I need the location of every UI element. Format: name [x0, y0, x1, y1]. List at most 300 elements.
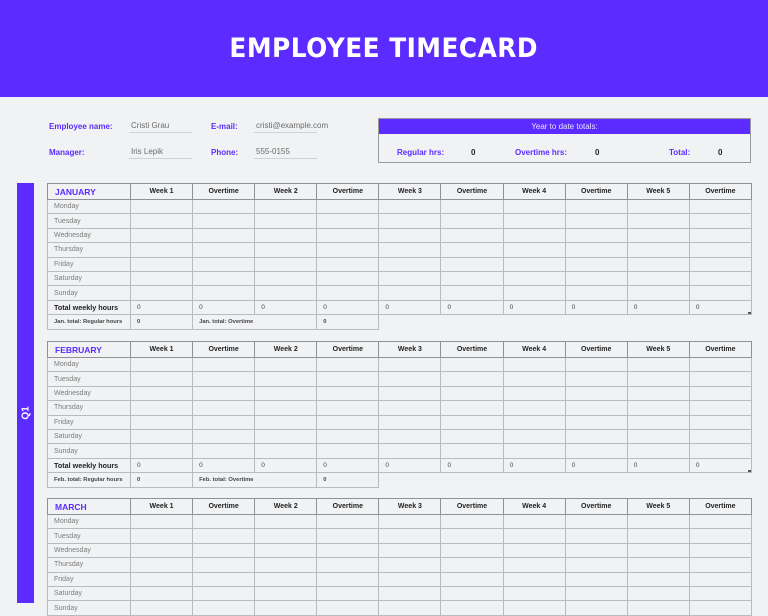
hours-cell[interactable]	[193, 415, 255, 429]
hours-cell[interactable]	[441, 386, 503, 400]
hours-cell[interactable]	[565, 444, 627, 458]
hours-cell[interactable]	[503, 558, 565, 572]
day-row	[48, 529, 752, 543]
hours-cell[interactable]	[565, 386, 627, 400]
hours-cell[interactable]	[317, 200, 379, 214]
hours-cell[interactable]	[689, 271, 751, 285]
column-header: Week 3	[379, 184, 441, 200]
hours-cell[interactable]	[131, 372, 193, 386]
hours-cell[interactable]	[317, 601, 379, 615]
hours-cell[interactable]	[193, 572, 255, 586]
hours-cell[interactable]	[317, 372, 379, 386]
hours-cell[interactable]	[565, 401, 627, 415]
day-label: Sunday	[48, 444, 131, 458]
hours-cell[interactable]	[131, 286, 193, 300]
hours-cell[interactable]	[689, 228, 751, 242]
day-row	[48, 572, 752, 586]
hours-cell[interactable]	[441, 429, 503, 443]
hours-cell[interactable]	[503, 415, 565, 429]
day-label: Friday	[48, 415, 131, 429]
hours-cell[interactable]	[441, 243, 503, 257]
hours-cell[interactable]	[379, 415, 441, 429]
hours-cell[interactable]	[689, 358, 751, 372]
hours-cell[interactable]	[627, 257, 689, 271]
hours-cell[interactable]	[379, 601, 441, 615]
weekly-total-value: 0	[131, 458, 193, 472]
hours-cell[interactable]	[317, 543, 379, 557]
month-table-february	[47, 341, 752, 488]
regular-total-value: 0	[131, 473, 193, 487]
hours-cell[interactable]	[193, 386, 255, 400]
hours-cell[interactable]	[565, 543, 627, 557]
header-row	[48, 499, 752, 515]
hours-cell[interactable]	[379, 543, 441, 557]
overtime-total-value: 0	[317, 315, 379, 329]
hours-cell[interactable]	[317, 429, 379, 443]
ytd-total-value: 0	[718, 148, 723, 157]
hours-cell[interactable]	[689, 257, 751, 271]
hours-cell[interactable]	[131, 572, 193, 586]
day-row	[48, 243, 752, 257]
hours-cell[interactable]	[193, 515, 255, 529]
weekly-total-value: 0	[627, 300, 689, 314]
column-header: Week 1	[131, 499, 193, 515]
hours-cell[interactable]	[317, 271, 379, 285]
hours-cell[interactable]	[255, 415, 317, 429]
day-row	[48, 257, 752, 271]
day-label: Tuesday	[48, 372, 131, 386]
hours-cell[interactable]	[131, 257, 193, 271]
phone-field[interactable]: 555-0155	[254, 142, 317, 159]
hours-cell[interactable]	[131, 543, 193, 557]
hours-cell[interactable]	[627, 415, 689, 429]
hours-cell[interactable]	[689, 543, 751, 557]
hours-cell[interactable]	[627, 200, 689, 214]
weekly-total-value: 0	[689, 300, 751, 314]
day-label: Saturday	[48, 586, 131, 600]
hours-cell[interactable]	[131, 415, 193, 429]
hours-cell[interactable]	[565, 200, 627, 214]
hours-cell[interactable]	[131, 386, 193, 400]
hours-cell[interactable]	[441, 558, 503, 572]
hours-cell[interactable]	[193, 200, 255, 214]
hours-cell[interactable]	[441, 271, 503, 285]
header-row	[48, 184, 752, 200]
hours-cell[interactable]	[565, 601, 627, 615]
hours-cell[interactable]	[131, 601, 193, 615]
hours-cell[interactable]	[565, 286, 627, 300]
ytd-total-label: Total:	[669, 148, 691, 157]
hours-cell[interactable]	[565, 358, 627, 372]
hours-cell[interactable]	[627, 286, 689, 300]
hours-cell[interactable]	[441, 200, 503, 214]
weekly-total-value: 0	[131, 300, 193, 314]
hours-cell[interactable]	[627, 214, 689, 228]
hours-cell[interactable]	[193, 243, 255, 257]
hours-cell[interactable]	[255, 529, 317, 543]
hours-cell[interactable]	[565, 529, 627, 543]
hours-cell[interactable]	[689, 429, 751, 443]
hours-cell[interactable]	[193, 228, 255, 242]
hours-cell[interactable]	[627, 601, 689, 615]
column-header: Week 2	[255, 342, 317, 358]
hours-cell[interactable]	[441, 572, 503, 586]
hours-cell[interactable]	[131, 243, 193, 257]
hours-cell[interactable]	[255, 358, 317, 372]
column-header: Overtime	[193, 184, 255, 200]
hours-cell[interactable]	[255, 200, 317, 214]
hours-cell[interactable]	[441, 401, 503, 415]
page-header	[0, 0, 768, 97]
hours-cell[interactable]	[379, 200, 441, 214]
hours-cell[interactable]	[193, 271, 255, 285]
day-row	[48, 558, 752, 572]
hours-cell[interactable]	[565, 558, 627, 572]
hours-cell[interactable]	[565, 572, 627, 586]
hours-cell[interactable]	[379, 444, 441, 458]
hours-cell[interactable]	[379, 429, 441, 443]
hours-cell[interactable]	[193, 429, 255, 443]
hours-cell[interactable]	[255, 572, 317, 586]
weekly-total-value: 0	[193, 458, 255, 472]
year-to-date-totals	[378, 118, 751, 163]
email-field[interactable]: cristi@example.com	[254, 116, 317, 133]
day-row	[48, 429, 752, 443]
day-label: Thursday	[48, 401, 131, 415]
ytd-title: Year to date totals:	[379, 119, 750, 134]
hours-cell[interactable]	[565, 515, 627, 529]
hours-cell[interactable]	[379, 529, 441, 543]
hours-cell[interactable]	[379, 386, 441, 400]
hours-cell[interactable]	[317, 401, 379, 415]
hours-cell[interactable]	[131, 228, 193, 242]
hours-cell[interactable]	[131, 429, 193, 443]
hours-cell[interactable]	[317, 386, 379, 400]
hours-cell[interactable]	[627, 515, 689, 529]
manager-field[interactable]: Iris Lepik	[129, 142, 192, 159]
hours-cell[interactable]	[193, 257, 255, 271]
hours-cell[interactable]	[317, 515, 379, 529]
hours-cell[interactable]	[255, 543, 317, 557]
hours-cell[interactable]	[441, 543, 503, 557]
hours-cell[interactable]	[627, 543, 689, 557]
hours-cell[interactable]	[689, 200, 751, 214]
hours-cell[interactable]	[503, 228, 565, 242]
hours-cell[interactable]	[255, 429, 317, 443]
hours-cell[interactable]	[503, 243, 565, 257]
hours-cell[interactable]	[317, 415, 379, 429]
hours-cell[interactable]	[627, 529, 689, 543]
hours-cell[interactable]	[379, 257, 441, 271]
hours-cell[interactable]	[131, 358, 193, 372]
hours-cell[interactable]	[689, 444, 751, 458]
day-label: Wednesday	[48, 386, 131, 400]
column-header: Overtime	[317, 342, 379, 358]
day-label: Sunday	[48, 601, 131, 615]
day-row	[48, 214, 752, 228]
total-weekly-row	[48, 458, 752, 472]
day-label: Friday	[48, 257, 131, 271]
column-header: Overtime	[193, 342, 255, 358]
hours-cell[interactable]	[627, 372, 689, 386]
hours-cell[interactable]	[689, 572, 751, 586]
hours-cell[interactable]	[503, 358, 565, 372]
day-label: Wednesday	[48, 543, 131, 557]
hours-cell[interactable]	[503, 271, 565, 285]
hours-cell[interactable]	[131, 558, 193, 572]
weekly-total-value: 0	[317, 300, 379, 314]
hours-cell[interactable]	[565, 415, 627, 429]
hours-cell[interactable]	[131, 529, 193, 543]
hours-cell[interactable]	[441, 286, 503, 300]
hours-cell[interactable]	[689, 515, 751, 529]
hours-cell[interactable]	[689, 386, 751, 400]
quarter-sidebar	[17, 183, 34, 603]
hours-cell[interactable]	[131, 271, 193, 285]
hours-cell[interactable]	[193, 529, 255, 543]
hours-cell[interactable]	[441, 358, 503, 372]
hours-cell[interactable]	[317, 444, 379, 458]
day-row	[48, 358, 752, 372]
hours-cell[interactable]	[379, 558, 441, 572]
total-weekly-row	[48, 300, 752, 314]
column-header: Overtime	[441, 184, 503, 200]
regular-total-label: Jan. total: Regular hours	[48, 315, 131, 329]
ytd-regular-value: 0	[471, 148, 476, 157]
hours-cell[interactable]	[255, 257, 317, 271]
day-row	[48, 444, 752, 458]
hours-cell[interactable]	[379, 243, 441, 257]
hours-cell[interactable]	[255, 601, 317, 615]
hours-cell[interactable]	[565, 372, 627, 386]
hours-cell[interactable]	[441, 529, 503, 543]
column-header: Overtime	[689, 184, 751, 200]
hours-cell[interactable]	[627, 558, 689, 572]
hours-cell[interactable]	[193, 286, 255, 300]
hours-cell[interactable]	[503, 401, 565, 415]
column-header: Week 4	[503, 184, 565, 200]
hours-cell[interactable]	[441, 515, 503, 529]
hours-cell[interactable]	[503, 543, 565, 557]
employee-name-field[interactable]: Cristi Grau	[129, 116, 192, 133]
column-header: Week 1	[131, 184, 193, 200]
column-header: Overtime	[193, 499, 255, 515]
hours-cell[interactable]	[565, 214, 627, 228]
hours-cell[interactable]	[193, 558, 255, 572]
day-label: Saturday	[48, 271, 131, 285]
column-header: Overtime	[441, 499, 503, 515]
hours-cell[interactable]	[441, 372, 503, 386]
hours-cell[interactable]	[317, 214, 379, 228]
hours-cell[interactable]	[441, 444, 503, 458]
hours-cell[interactable]	[255, 401, 317, 415]
hours-cell[interactable]	[255, 271, 317, 285]
hours-cell[interactable]	[131, 200, 193, 214]
hours-cell[interactable]	[689, 214, 751, 228]
overtime-total-label: Jan. total: Overtime	[193, 315, 317, 329]
day-label: Thursday	[48, 243, 131, 257]
hours-cell[interactable]	[379, 228, 441, 242]
hours-cell[interactable]	[317, 257, 379, 271]
hours-cell[interactable]	[565, 271, 627, 285]
hours-cell[interactable]	[317, 358, 379, 372]
hours-cell[interactable]	[317, 286, 379, 300]
hours-cell[interactable]	[627, 243, 689, 257]
column-header: Week 5	[627, 499, 689, 515]
hours-cell[interactable]	[441, 214, 503, 228]
column-header: Week 5	[627, 342, 689, 358]
hours-cell[interactable]	[503, 257, 565, 271]
hours-cell[interactable]	[565, 429, 627, 443]
ytd-regular-label: Regular hrs:	[397, 148, 445, 157]
hours-cell[interactable]	[379, 372, 441, 386]
column-header: Week 1	[131, 342, 193, 358]
hours-cell[interactable]	[379, 286, 441, 300]
hours-cell[interactable]	[503, 601, 565, 615]
manager-label: Manager:	[49, 148, 85, 157]
hours-cell[interactable]	[503, 200, 565, 214]
month-total-row	[48, 315, 752, 329]
hours-cell[interactable]	[193, 543, 255, 557]
column-header: Week 3	[379, 342, 441, 358]
hours-cell[interactable]	[131, 214, 193, 228]
hours-cell[interactable]	[441, 601, 503, 615]
month-name: JANUARY	[48, 184, 131, 200]
weekly-total-value: 0	[441, 300, 503, 314]
hours-cell[interactable]	[255, 243, 317, 257]
hours-cell[interactable]	[255, 372, 317, 386]
day-label: Wednesday	[48, 228, 131, 242]
hours-cell[interactable]	[689, 601, 751, 615]
hours-cell[interactable]	[379, 271, 441, 285]
hours-cell[interactable]	[255, 515, 317, 529]
hours-cell[interactable]	[503, 386, 565, 400]
phone-label: Phone:	[211, 148, 239, 157]
hours-cell[interactable]	[255, 558, 317, 572]
day-row	[48, 401, 752, 415]
ytd-overtime-label: Overtime hrs:	[515, 148, 568, 157]
hours-cell[interactable]	[627, 572, 689, 586]
day-row	[48, 271, 752, 285]
weekly-total-value: 0	[441, 458, 503, 472]
day-row	[48, 200, 752, 214]
hours-cell[interactable]	[565, 243, 627, 257]
hours-cell[interactable]	[193, 214, 255, 228]
weekly-total-value: 0	[689, 458, 751, 472]
hours-cell[interactable]	[565, 257, 627, 271]
hours-cell[interactable]	[689, 286, 751, 300]
hours-cell[interactable]	[503, 214, 565, 228]
day-label: Monday	[48, 358, 131, 372]
hours-cell[interactable]	[503, 515, 565, 529]
hours-cell[interactable]	[317, 558, 379, 572]
day-row	[48, 372, 752, 386]
column-header: Overtime	[441, 342, 503, 358]
weekly-total-value: 0	[193, 300, 255, 314]
hours-cell[interactable]	[627, 386, 689, 400]
hours-cell[interactable]	[193, 358, 255, 372]
hours-cell[interactable]	[441, 228, 503, 242]
hours-cell[interactable]	[689, 243, 751, 257]
day-label: Thursday	[48, 558, 131, 572]
month-total-row	[48, 473, 752, 487]
spacer	[379, 315, 752, 329]
weekly-total-value: 0	[379, 300, 441, 314]
header-row	[48, 342, 752, 358]
hours-cell[interactable]	[317, 243, 379, 257]
hours-cell[interactable]	[689, 401, 751, 415]
day-row	[48, 286, 752, 300]
hours-cell[interactable]	[503, 529, 565, 543]
hours-cell[interactable]	[503, 286, 565, 300]
hours-cell[interactable]	[255, 386, 317, 400]
hours-cell[interactable]	[441, 415, 503, 429]
hours-cell[interactable]	[689, 415, 751, 429]
hours-cell[interactable]	[193, 444, 255, 458]
column-header: Week 3	[379, 499, 441, 515]
hours-cell[interactable]	[627, 429, 689, 443]
hours-cell[interactable]	[131, 515, 193, 529]
hours-cell[interactable]	[503, 444, 565, 458]
hours-cell[interactable]	[379, 401, 441, 415]
hours-cell[interactable]	[441, 257, 503, 271]
day-row	[48, 601, 752, 615]
hours-cell[interactable]	[255, 286, 317, 300]
weekly-total-value: 0	[379, 458, 441, 472]
regular-total-value: 0	[131, 315, 193, 329]
hours-cell[interactable]	[131, 444, 193, 458]
column-header: Week 5	[627, 184, 689, 200]
day-label: Monday	[48, 200, 131, 214]
hours-cell[interactable]	[317, 228, 379, 242]
hours-cell[interactable]	[131, 401, 193, 415]
hours-cell[interactable]	[689, 558, 751, 572]
hours-cell[interactable]	[627, 228, 689, 242]
hours-cell[interactable]	[255, 228, 317, 242]
hours-cell[interactable]	[503, 429, 565, 443]
hours-cell[interactable]	[627, 444, 689, 458]
hours-cell[interactable]	[379, 214, 441, 228]
column-header: Overtime	[565, 184, 627, 200]
hours-cell[interactable]	[379, 572, 441, 586]
hours-cell[interactable]	[503, 572, 565, 586]
hours-cell[interactable]	[627, 358, 689, 372]
hours-cell[interactable]	[627, 401, 689, 415]
hours-cell[interactable]	[193, 372, 255, 386]
column-header: Overtime	[317, 499, 379, 515]
hours-cell[interactable]	[255, 214, 317, 228]
weekly-total-value: 0	[503, 300, 565, 314]
hours-cell[interactable]	[503, 372, 565, 386]
hours-cell[interactable]	[689, 529, 751, 543]
weekly-total-value: 0	[503, 458, 565, 472]
hours-cell[interactable]	[317, 572, 379, 586]
regular-total-label: Feb. total: Regular hours	[48, 473, 131, 487]
hours-cell[interactable]	[193, 401, 255, 415]
hours-cell[interactable]	[689, 372, 751, 386]
hours-cell[interactable]	[379, 358, 441, 372]
hours-cell[interactable]	[627, 271, 689, 285]
weekly-total-value: 0	[255, 300, 317, 314]
quarter-label: Q1	[20, 406, 31, 420]
hours-cell[interactable]	[565, 228, 627, 242]
column-header: Week 4	[503, 342, 565, 358]
hours-cell[interactable]	[379, 515, 441, 529]
hours-cell[interactable]	[193, 601, 255, 615]
hours-cell[interactable]	[255, 444, 317, 458]
overtime-total-value: 0	[317, 473, 379, 487]
hours-cell[interactable]	[317, 529, 379, 543]
